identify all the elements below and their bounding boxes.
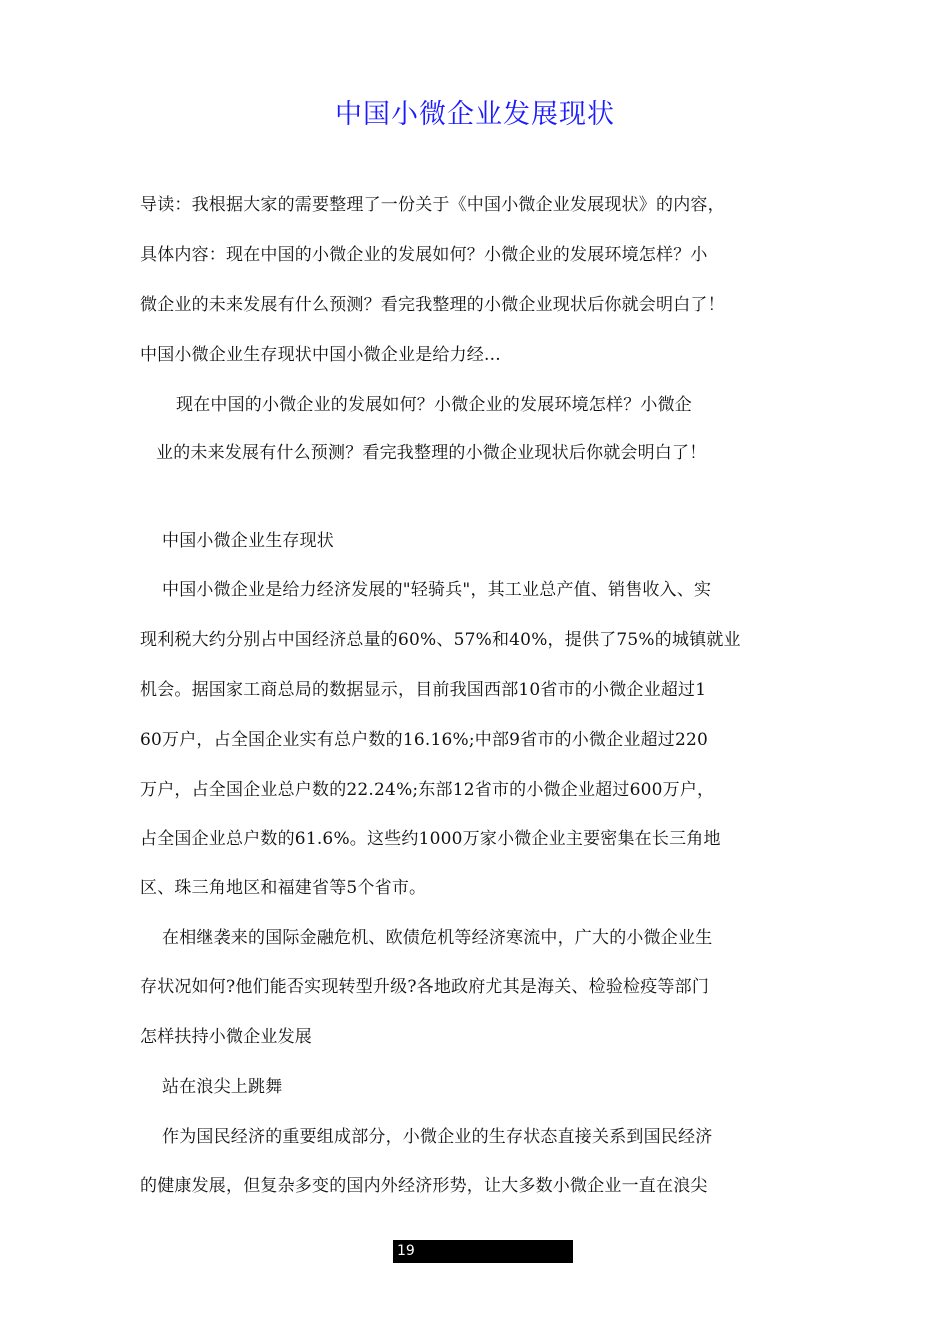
paragraph-line: 现利税大约分别占中国经济总量的60%、57%和40%，提供了75%的城镇就业 xyxy=(140,630,741,650)
intro-line-4: 中国小微企业生存现状中国小微企业是给力经... xyxy=(140,345,501,365)
paragraph-line: 中国小微企业是给力经济发展的"轻骑兵"，其工业总产值、销售收入、实 xyxy=(162,580,712,600)
intro-line-3: 微企业的未来发展有什么预测？看完我整理的小微企业现状后你就会明白了！ xyxy=(140,295,725,315)
page-number-bar xyxy=(393,1240,573,1263)
paragraph-line: 在相继袭来的国际金融危机、欧债危机等经济寒流中，广大的小微企业生 xyxy=(162,928,713,948)
paragraph-line: 业的未来发展有什么预测？看完我整理的小微企业现状后你就会明白了！ xyxy=(156,443,707,463)
paragraph-line: 万户，占全国企业总户数的22.24%;东部12省市的小微企业超过600万户， xyxy=(140,780,715,800)
paragraph-line: 的健康发展，但复杂多变的国内外经济形势，让大多数小微企业一直在浪尖 xyxy=(140,1176,708,1196)
paragraph-line: 存状况如何?他们能否实现转型升级?各地政府尤其是海关、检验检疫等部门 xyxy=(140,977,710,997)
document-title: 中国小微企业发展现状 xyxy=(335,99,615,130)
paragraph-line: 怎样扶持小微企业发展 xyxy=(140,1027,312,1047)
paragraph-line: 作为国民经济的重要组成部分，小微企业的生存状态直接关系到国民经济 xyxy=(162,1127,713,1147)
intro-line-1: 导读：我根据大家的需要整理了一份关于《中国小微企业发展现状》的内容， xyxy=(140,195,725,215)
paragraph-line: 60万户，占全国企业实有总户数的16.16%;中部9省市的小微企业超过220 xyxy=(140,730,709,750)
section-heading: 中国小微企业生存现状 xyxy=(162,531,334,551)
paragraph-line: 现在中国的小微企业的发展如何？小微企业的发展环境怎样？小微企 xyxy=(176,395,692,415)
page-number: 19 xyxy=(397,1243,415,1259)
paragraph-line: 区、珠三角地区和福建省等5个省市。 xyxy=(140,878,427,898)
paragraph-line: 占全国企业总户数的61.6%。这些约1000万家小微企业主要密集在长三角地 xyxy=(140,829,721,849)
paragraph-line: 机会。据国家工商总局的数据显示，目前我国西部10省市的小微企业超过1 xyxy=(140,680,707,700)
intro-line-2: 具体内容：现在中国的小微企业的发展如何？小微企业的发展环境怎样？小 xyxy=(140,245,708,265)
section-heading: 站在浪尖上跳舞 xyxy=(162,1077,283,1097)
